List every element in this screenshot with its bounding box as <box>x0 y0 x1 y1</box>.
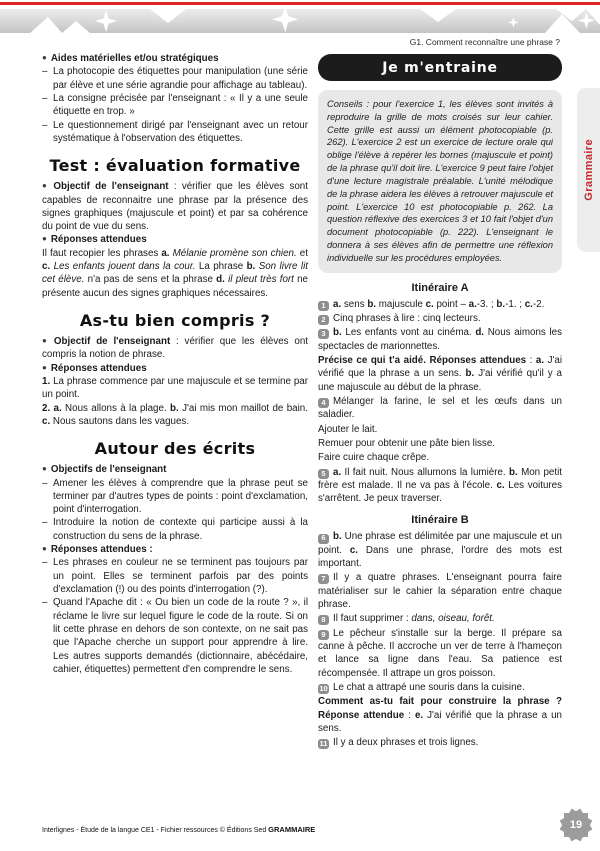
side-tab-label: Grammaire <box>582 139 595 201</box>
aides-list <box>42 65 308 145</box>
dash-marker: – <box>42 92 48 104</box>
dash-marker: – <box>42 66 48 78</box>
exercise-item: 6 b. Une phrase est délimitée par une majuscule et un point. c. Dans une phrase, l'ordre des mots est important. <box>318 531 562 570</box>
exercise-item: 10 Le chat a attrapé une souris dans la cuisine. <box>319 681 525 693</box>
heading-compris: As-tu bien compris ? <box>79 311 271 330</box>
list-item <box>42 92 308 119</box>
side-tab-grammaire <box>577 88 600 252</box>
dash-marker: – <box>42 477 48 489</box>
list-item-text: La consigne précisée par l'enseignant : « Il y a une seule étiquette en trop. » <box>53 92 308 118</box>
test-reponses-text: Il faut recopier les phrases a. Mélanie promène son chien. et c. Les enfants jouent dans la cour. La phrase b. Son livre lit cet élève. n'a pas de sens et la phrase d. il pleut très fort ne présente aucun des signes graphiques nécessaires. <box>42 247 308 299</box>
exercise-number-badge: 2 <box>318 315 329 325</box>
exercise-item: 3 b. Les enfants vont au cinéma. d. Nous aimons les spectacles de marionnettes. <box>318 327 562 352</box>
exercise-number-badge: 8 <box>318 615 329 625</box>
exercise-item: 4 Mélanger la farine, le sel et les œufs dans un saladier. <box>318 395 562 421</box>
exercise-item: Comment as-tu fait pour construire la phrase ? Réponse attendue : e. J'ai vérifié que la phrase a un sens. <box>318 696 563 734</box>
page-title: G1. Comment reconnaître une phrase ? <box>409 37 560 47</box>
exercise-item: 1 a. sens b. majuscule c. point – a.-3. ; b.-1. ; c.-2. <box>318 298 562 311</box>
right-column <box>318 52 562 750</box>
compris-reponses-label: ● Réponses attendues <box>42 362 147 374</box>
compris-objectif: ● Objectif de l'enseignant : vérifier que les élèves ont compris la notion de phrase. <box>42 336 308 361</box>
list-item <box>42 477 308 517</box>
answer-line: 1. La phrase commence par une majuscule et se termine par un point. <box>42 375 308 401</box>
autour-objectif-list <box>42 477 308 544</box>
top-red-rule <box>0 2 600 5</box>
list-item-text: Le questionnement dirigé par l'enseignant avec un retour systématique à l'observation des étiquettes. <box>53 119 308 144</box>
autour-reponses-label: ● Réponses attendues : <box>42 544 153 556</box>
exercise-item: Faire cuire chaque crêpe. <box>318 452 430 464</box>
itineraire-a-items <box>318 298 562 506</box>
heading-test: Test : évaluation formative <box>49 156 301 176</box>
exercise-number-badge: 4 <box>318 398 329 408</box>
list-item <box>42 556 308 596</box>
bullet-icon: ● <box>42 336 50 345</box>
bullet-icon: ● <box>42 234 47 244</box>
exercise-item: 9 Le pêcheur s'installe sur la berge. Il prépare sa canne à pêche. Il accroche un ver de terre à l'hameçon et lance sa ligne dans l'eau. Sa patience est récompensée. Il attrape un gros poisson. <box>318 627 562 679</box>
page-number-badge <box>557 806 595 844</box>
exercise-item: 8 Il faut supprimer : dans, oiseau, forêt. <box>318 612 562 625</box>
exercise-number-badge: 10 <box>319 683 328 693</box>
list-item <box>42 119 308 146</box>
heading-itineraire-b: Itinéraire B <box>411 514 469 527</box>
autour-reponse-list <box>42 556 308 676</box>
dash-marker: – <box>42 557 48 569</box>
section-aides-title: ● Aides matérielles et/ou stratégiques <box>42 53 219 64</box>
exercise-item: 2 Cinq phrases à lire : cinq lecteurs. <box>318 312 562 325</box>
bullet-icon: ● <box>42 544 47 554</box>
je-mentraine-banner: Je m'entraine <box>318 54 562 81</box>
test-reponses-label: ● Réponses attendues <box>42 234 147 246</box>
list-item-text: Introduire la notion de contexte qui participe aussi à la construction du sens de la phrase. <box>53 517 308 542</box>
exercise-item: Ajouter le lait. <box>318 423 378 435</box>
bullet-icon: ● <box>42 181 50 191</box>
conseils-box: Conseils : pour l'exercice 1, les élèves sont invités à reproduire la grille de mots croisés sur leur cahier. Cette grille est aussi un élément photocopiable (p. 262). L'exercice 2 est un exercice de lecture orale qui oblige l'élève à repérer les bornes (majuscule et point) de la phrase qu'il doit lire. L'exercice 9 peut faire l'objet d'une lecture magistrale préalable. L'unité mélodique de la phrase aidera les élèves à retrouver majuscule et point. L'exercice 10 est photocopiable p. 262. La question réflexive des exercices 3 et 10 fait l'objet d'un document photocopiable (p. 222). L'enseignant le donnera à ses élèves afin de permettre une réflexion individuelle sur les procédures employées. <box>318 90 562 273</box>
heading-autour: Autour des écrits <box>94 439 256 459</box>
exercise-number-badge: 11 <box>319 739 328 749</box>
exercise-number-badge: 1 <box>318 301 329 311</box>
exercise-number-badge: 9 <box>318 630 329 640</box>
left-column <box>42 52 308 676</box>
exercise-item: 7 Il y a quatre phrases. L'enseignant pourra faire matérialiser sur le cahier la séparation entre chaque phrase. <box>318 572 562 611</box>
bullet-icon: ● <box>42 53 47 62</box>
exercise-number-badge: 3 <box>318 329 329 339</box>
exercise-item: 11 Il y a deux phrases et trois lignes. <box>319 737 479 749</box>
list-item <box>42 516 308 543</box>
exercise-item: Précise ce qui t'a aidé. Réponses attendues : a. J'ai vérifié que la phrase a un sens. b. J'ai vérifié qu'il y a une majuscule au début de la phrase. <box>318 355 563 393</box>
list-item <box>42 596 308 676</box>
bullet-icon: ● <box>42 464 47 474</box>
exercise-number-badge: 6 <box>318 534 329 544</box>
test-objectif: ● Objectif de l'enseignant : vérifier que les élèves sont capables de reconnaitre une phrase par la présence des signes graphiques (majuscule et point) et par sa cohérence du point de vue du sens. <box>42 181 308 233</box>
list-item-text: Amener les élèves à comprendre que la phrase peut se terminer par d'autres types de points : point d'exclamation, point d'interrogation. <box>53 477 308 516</box>
list-item-text: Les phrases en couleur ne se terminent pas toujours par un point. Elles se terminent parfois par des points d'exclamation (!) ou des points d'interrogation (?). <box>53 557 308 595</box>
compris-answers <box>42 375 308 428</box>
dash-marker: – <box>42 517 48 529</box>
list-item-text: La photocopie des étiquettes pour manipulation (une série par élève et une série agrandie pour affichage au tableau). <box>53 66 308 91</box>
exercise-number-badge: 7 <box>318 574 329 584</box>
footer-section-label: GRAMMAIRE <box>268 825 316 834</box>
exercise-item: Remuer pour obtenir une pâte bien lisse. <box>318 437 495 449</box>
exercise-item: 5 a. Il fait nuit. Nous allumons la lumière. b. Mon petit frère est malade. Il ne va pas à l'école. c. Les voitures s'arrêtent. Je peux traverser. <box>318 466 562 505</box>
bullet-icon: ● <box>42 362 47 372</box>
autour-objectifs-label: ● Objectifs de l'enseignant <box>42 464 167 476</box>
list-item-text: Quand l'Apache dit : « Ou bien un code de la route ? », il réclame le livre sur lequel figure le code de la route. Si on lit cette phrase en dehors de son contexte, on ne sait pas que l'Apache cherche un support pour apprendre à lire. Les autres supports demandés (dictionnaire, abécédaire, cahier, étiquettes) permettent d'en comprendre le sens. <box>53 597 308 675</box>
dash-marker: – <box>42 597 48 609</box>
itineraire-b-items <box>318 530 562 749</box>
answer-line: 2. a. Nous allons à la plage. b. J'ai mis mon maillot de bain. c. Nous sautons dans les vagues. <box>42 402 308 427</box>
dash-marker: – <box>42 119 48 131</box>
list-item <box>42 65 308 92</box>
header-band-decoration <box>0 9 600 33</box>
footer-credit: Interlignes - Étude de la langue CE1 - Fichier ressources © Éditions Sed GRAMMAIRE <box>42 825 316 834</box>
exercise-number-badge: 5 <box>318 469 329 479</box>
page-number: 19 <box>569 819 583 831</box>
heading-itineraire-a: Itinéraire A <box>411 281 469 294</box>
